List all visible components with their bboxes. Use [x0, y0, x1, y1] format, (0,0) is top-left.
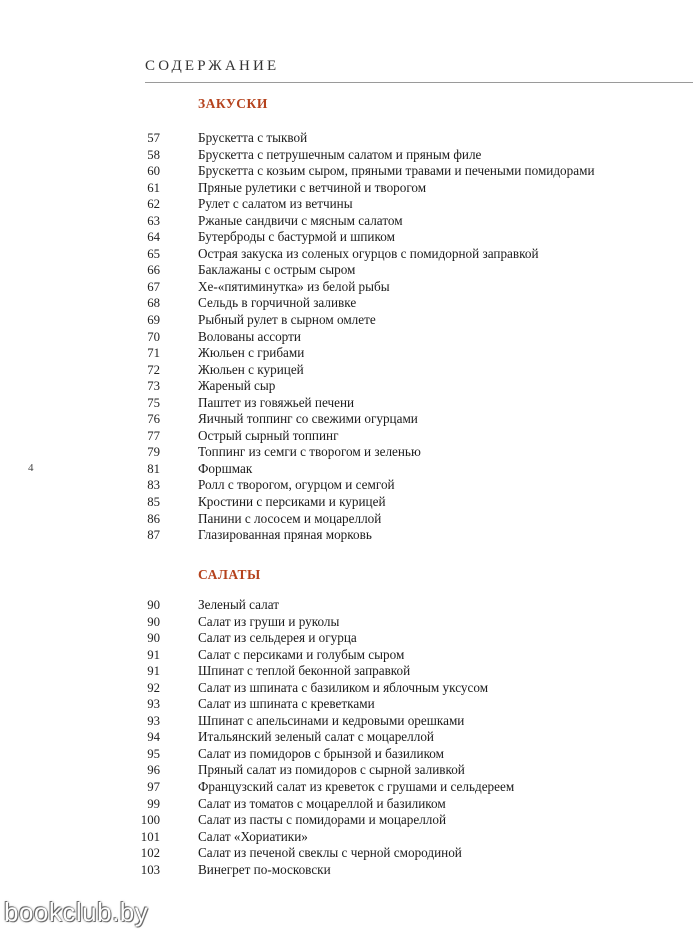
- toc-page-number: 95: [147, 746, 160, 761]
- toc-entry: [0, 147, 700, 164]
- toc-entry: [0, 295, 700, 312]
- toc-entry-title: Глазированная пряная морковь: [198, 527, 372, 543]
- toc-entry-title: Ролл с творогом, огурцом и семгой: [198, 477, 395, 493]
- toc-entry-title: Салат из помидоров с брынзой и базиликом: [198, 745, 444, 761]
- toc-entry: [0, 647, 700, 664]
- toc-entry-title: Острый сырный топпинг: [198, 427, 339, 443]
- toc-entry-title: Салат «Хориатики»: [198, 828, 308, 844]
- toc-entry-title: Рулет с салатом из ветчины: [198, 196, 353, 212]
- toc-page-number: 57: [147, 131, 160, 145]
- toc-entry: [0, 279, 700, 296]
- toc-page-number: 83: [147, 478, 160, 493]
- toc-entry-title: Панини с лососем и моцареллой: [198, 510, 382, 526]
- toc-page-number: 75: [147, 395, 160, 410]
- toc-entry-title: Брускетта с тыквой: [198, 130, 308, 145]
- toc-entry: [0, 312, 700, 329]
- toc-page-number: 67: [147, 279, 160, 294]
- toc-page-number: 58: [147, 147, 160, 162]
- toc-entry: [0, 428, 700, 445]
- toc-entry-title: Топпинг из семги с творогом и зеленью: [198, 444, 421, 460]
- toc-page-number: 101: [140, 829, 160, 844]
- toc-entry: [0, 845, 700, 862]
- toc-page-number: 65: [147, 246, 160, 261]
- toc-entry: [0, 713, 700, 730]
- toc-entry-title: Острая закуска из соленых огурцов с помидорной заправкой: [198, 245, 539, 261]
- toc-entry: [0, 163, 700, 180]
- toc-entry-title: Брускетта с козьим сыром, пряными травами и печеными помидорами: [198, 163, 595, 179]
- toc-page-number: 93: [147, 713, 160, 728]
- toc-entry: [0, 729, 700, 746]
- toc-entry: [0, 180, 700, 197]
- toc-page-number: 72: [147, 362, 160, 377]
- toc-entry: [0, 614, 700, 631]
- toc-page-number: 97: [147, 780, 160, 795]
- toc-page-number: 85: [147, 495, 160, 510]
- toc-entry-title: Рыбный рулет в сырном омлете: [198, 312, 376, 328]
- toc-entry: [0, 796, 700, 813]
- toc-entry-title: Зеленый салат: [198, 597, 280, 612]
- toc-entry: [0, 345, 700, 362]
- toc-entry: [0, 378, 700, 395]
- toc-page-number: 61: [147, 180, 160, 195]
- toc-page-number: 63: [147, 213, 160, 228]
- toc-entry-title: Ржаные сандвичи с мясным салатом: [198, 212, 403, 228]
- toc-entry-title: Волованы ассорти: [198, 328, 301, 344]
- toc-page-number: 79: [147, 445, 160, 460]
- toc-entry: [0, 779, 700, 796]
- toc-entry: [0, 130, 700, 147]
- toc-page-number: 77: [147, 428, 160, 443]
- toc-page-number: 62: [147, 197, 160, 212]
- section-heading-salaty: САЛАТЫ: [198, 567, 261, 582]
- toc-entry-title: Салат из сельдерея и огурца: [198, 630, 357, 646]
- toc-page-number: 96: [147, 763, 160, 778]
- toc-page-number: 91: [147, 647, 160, 662]
- toc-entry: [0, 630, 700, 647]
- watermark: bookclub.by: [4, 897, 149, 927]
- toc-page-number: 93: [147, 697, 160, 712]
- toc-entry-title: Салат из пасты с помидорами и моцареллой: [198, 812, 447, 828]
- toc-entry-title: Сельдь в горчичной заливке: [198, 295, 357, 311]
- toc-page-number: 99: [147, 796, 160, 811]
- toc-entry-title: Салат из шпината с базиликом и яблочным уксусом: [198, 679, 489, 695]
- toc-page-number: 86: [147, 511, 160, 526]
- toc-entry-title: Жюльен с грибами: [198, 345, 305, 361]
- toc-entry-title: Баклажаны с острым сыром: [198, 262, 356, 278]
- toc-entry: [0, 395, 700, 412]
- toc-entry-title: Салат из печеной свеклы с черной смородиной: [198, 845, 462, 861]
- toc-entry-title: Шпинат с апельсинами и кедровыми орешками: [198, 712, 465, 728]
- toc-entry: [0, 329, 700, 346]
- toc-entry: [0, 829, 700, 846]
- toc-page-number: 94: [147, 730, 160, 745]
- toc-entry: [0, 511, 700, 528]
- toc-entry: [0, 246, 700, 263]
- toc-entry: [0, 494, 700, 511]
- header-divider: [145, 82, 693, 83]
- toc-page-number: 92: [147, 680, 160, 695]
- toc-entry: [0, 444, 700, 461]
- toc-page-number: 87: [147, 528, 160, 543]
- toc-page-number: 90: [147, 614, 160, 629]
- toc-entry-title: Брускетта с петрушечным салатом и пряным филе: [198, 146, 482, 162]
- toc-page-number: 66: [147, 263, 160, 278]
- toc-entry-title: Салат из шпината с креветками: [198, 696, 375, 712]
- toc-entry: [0, 229, 700, 246]
- toc-page-number: 68: [147, 296, 160, 311]
- toc-page-number: 90: [147, 631, 160, 646]
- toc-page-number: 81: [147, 461, 160, 476]
- toc-entry: [0, 862, 700, 879]
- toc-entry-title: Винегрет по-московски: [198, 861, 331, 877]
- toc-page-number: 73: [147, 379, 160, 394]
- toc-entry-title: Салат из груши и руколы: [198, 613, 340, 629]
- toc-entry: [0, 680, 700, 697]
- toc-entry: [0, 663, 700, 680]
- toc-entry-title: Шпинат с теплой беконной заправкой: [198, 663, 411, 679]
- toc-entry-title: Пряный салат из помидоров с сырной заливкой: [198, 762, 465, 778]
- toc-entry-title: Французский салат из креветок с грушами и сельдереем: [198, 779, 515, 795]
- toc-entry-title: Кростини с персиками и курицей: [198, 494, 386, 510]
- section-heading-zakuski: ЗАКУСКИ: [198, 96, 268, 111]
- toc-page-number: 90: [147, 598, 160, 612]
- toc-entry-title: Паштет из говяжьей печени: [198, 394, 355, 410]
- toc-page-number: 64: [147, 230, 160, 245]
- toc-entry: [0, 362, 700, 379]
- toc-page-number: 91: [147, 664, 160, 679]
- toc-entry: [0, 213, 700, 230]
- toc-page-number: 69: [147, 313, 160, 328]
- toc-entry-title: Жареный сыр: [198, 378, 276, 394]
- toc-entry-title: Яичный топпинг со свежими огурцами: [198, 411, 418, 427]
- page-title: СОДЕРЖАНИЕ: [145, 58, 280, 74]
- toc-entry: [0, 411, 700, 428]
- toc-entry: [0, 597, 700, 614]
- toc-page-number: 71: [147, 346, 160, 361]
- toc-entry: [0, 196, 700, 213]
- toc-entry-title: Бутерброды с бастурмой и шпиком: [198, 229, 395, 245]
- toc-entry-title: Хе-«пятиминутка» из белой рыбы: [198, 278, 390, 294]
- toc-entry-title: Салат из томатов с моцареллой и базиликом: [198, 795, 446, 811]
- toc-entry: [0, 477, 700, 494]
- toc-entry: [0, 762, 700, 779]
- toc-page-number: 103: [140, 862, 160, 877]
- toc-entry: [0, 696, 700, 713]
- toc-entry-title: Жюльен с курицей: [198, 361, 304, 377]
- toc-entry: [0, 812, 700, 829]
- toc-entry: [0, 461, 700, 478]
- toc-page-number: 102: [140, 846, 160, 861]
- toc-page-number: 76: [147, 412, 160, 427]
- toc-list-salaty: [0, 597, 700, 878]
- toc-entry-title: Пряные рулетики с ветчиной и творогом: [198, 179, 427, 195]
- toc-entry: [0, 527, 700, 544]
- toc-page-number: 60: [147, 164, 160, 179]
- toc-entry-title: Салат с персиками и голубым сыром: [198, 646, 405, 662]
- toc-entry: [0, 746, 700, 763]
- toc-page-number: 70: [147, 329, 160, 344]
- toc-page-number: 100: [140, 813, 160, 828]
- toc-entry: [0, 262, 700, 279]
- toc-entry-title: Итальянский зеленый салат с моцареллой: [198, 729, 434, 745]
- toc-list-zakuski: [0, 130, 700, 544]
- page-number: 4: [28, 462, 34, 474]
- toc-entry-title: Форшмак: [198, 460, 253, 476]
